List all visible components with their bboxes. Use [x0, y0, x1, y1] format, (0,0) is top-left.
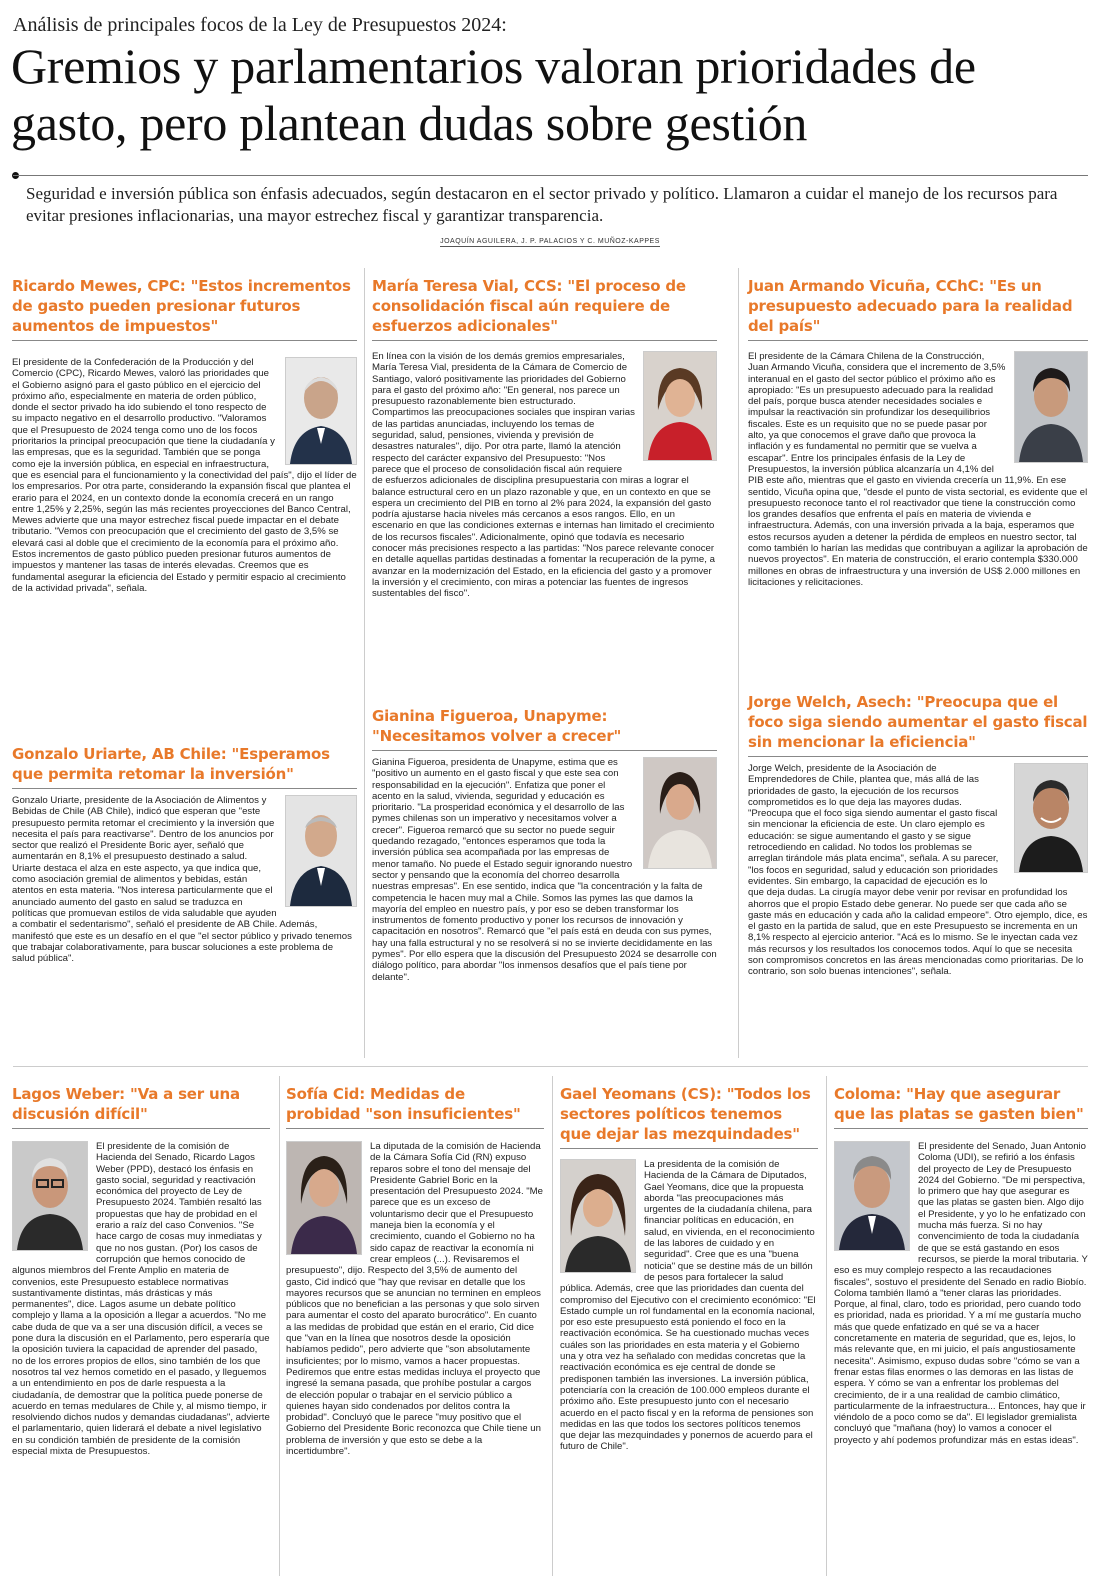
article-figueroa	[372, 706, 717, 983]
portrait-photo	[560, 1159, 636, 1273]
article-text: El presidente de la Confederación de la Producción y del Comercio (CPC), Ricardo Mewes, valoró las prioridades que el Gobierno asignó para el gasto público en el ejercicio del próximo año, especialmente en materia de orden público, donde el sector privado ha ido subiendo el tono respecto de su impacto negativo en el desarrollo productivo. "Valoramos que el Presupuesto de 2024 tenga como uno de los focos prioritarios la principal preocupación que tiene la ciudadanía y las empresas, que es la seguridad. También que se ponga como eje la inversión pública, en especial en infraestructura, que es esencial para el funcionamiento y la conectividad del país", dijo el líder de los empresarios. Por otra parte, considerando la expansión fiscal que plantea el erario para el 2024, en un contexto donde la economía crecerá en un rango entre 1,25% y 2,25%, según las más recientes proyecciones del Banco Central, Mewes advierte que una mayor estrechez fiscal puede impactar en el debate tributario. "Vemos con preocupación que el crecimiento del gasto de 3,5% se elevará casi al doble que el crecimiento de la economía para el próximo año. Estos incrementos de gasto público pueden presionar futuros aumentos de impuestos y mantener las tasas de interés elevadas. Creemos que es fundamental asegurar la eficiencia del Estado y permitir espacio al crecimiento de la actividad privada", señala.	[12, 357, 357, 594]
portrait-photo	[285, 795, 357, 907]
portrait-photo	[834, 1141, 910, 1251]
article-heading: Gonzalo Uriarte, AB Chile: "Esperamos que permita retomar la inversión"	[12, 745, 330, 783]
article-heading: Gianina Figueroa, Unapyme: "Necesitamos volver a crecer"	[372, 707, 622, 745]
portrait-photo	[12, 1141, 88, 1251]
article-text: El presidente de la Cámara Chilena de la Construcción, Juan Armando Vicuña, considera que el incremento de 3,5% interanual en el gasto del sector público el próximo año es apropiado: "Es un presupuesto adecuado para la realidad del país, porque busca atender necesidades sociales e impulsar la reactivación sin profundizar los desequilibrios fiscales. Este es un requisito que no se puede pasar por alto, ya que conocemos el grave daño que provoca la inflación y es fundamental no permitir que se vuelva a escapar". Entre los principales énfasis de la Ley de Presupuestos, la inversión pública alcanzaría un 4,1% del PIB este año, mientras que el gasto en vivienda crecería un 11,9%. En ese sentido, Vicuña opina que, "desde el punto de vista sectorial, es evidente que el presupuesto reconoce tanto el rol reactivador que tiene la construcción como los grandes desafíos que enfrenta el país en materia de vivienda e infraestructura. Además, con una inversión privada a la baja, esperamos que estos recursos ayuden a detener la pérdida de empleos en nuestro sector, tal como también lo harían las medidas que contribuyan a agilizar la aprobación de nuevos proyectos". En materia de construcción, el erario contempla $330.000 millones en obras de infraestructura y una inversión de US$ 2.000 millones en licitaciones y relicitaciones.	[748, 351, 1088, 588]
article-rule	[12, 1128, 270, 1129]
article-body	[12, 357, 357, 594]
column-divider	[552, 1076, 553, 1576]
article-yeomans	[560, 1084, 818, 1453]
article-body	[560, 1159, 818, 1453]
article-rule	[748, 756, 1088, 757]
headline: Gremios y parlamentarios valoran prioridades de gasto, pero plantean dudas sobre gestión	[11, 38, 976, 151]
article-rule	[372, 750, 717, 751]
article-rule	[12, 788, 357, 789]
article-lagos	[12, 1084, 270, 1457]
kicker: Análisis de principales focos de la Ley de Presupuestos 2024:	[13, 14, 507, 36]
headline-rule	[13, 175, 1088, 176]
portrait-photo	[643, 757, 717, 869]
article-welch	[748, 692, 1088, 978]
article-heading: Jorge Welch, Asech: "Preocupa que el foco siga siendo aumentar el gasto fiscal sin mencionar la eficiencia"	[748, 693, 1088, 751]
article-body	[748, 763, 1088, 978]
article-body	[372, 351, 717, 600]
article-rule	[286, 1128, 544, 1129]
article-rule	[372, 340, 717, 341]
article-coloma	[834, 1084, 1088, 1446]
article-body	[286, 1141, 544, 1457]
article-text: En línea con la visión de los demás gremios empresariales, María Teresa Vial, presidenta de la Cámara de Comercio de Santiago, valoró positivamente las prioridades del Gobierno para el gasto del próximo año: "En general, nos parece un presupuesto razonablemente bien estructurado. Compartimos las preocupaciones sociales que inspiran varias de las partidas anunciadas, incluyendo los temas de seguridad, salud, pensiones, vivienda y previsión de desastres naturales", dijo. Por otra parte, llamó la atención respecto del carácter expansivo del Presupuesto: "Nos parece que el proceso de consolidación fiscal aún requiere de esfuerzos adicionales de disciplina presupuestaria con miras a lograr el balance estructural cero en un plazo razonable y que, en un contexto en que se espera un crecimiento del PIB en torno al 2% para 2024, la expansión del gasto podría ajustarse hacia niveles más cercanos a esos rangos. Ello, en un escenario en que las condiciones externas e internas han limitado el crecimiento de los recursos fiscales". Adicionalmente, opinó que todavía es necesario conocer más precisiones respecto a las partidas: "Nos parece relevante conocer en detalle aquellas partidas destinadas a fomentar la recuperación de la pyme, a avanzar en la modernización del Estado, en la eficiencia del gasto y a promover la inversión y el crecimiento, con miras a potenciar las fuentes de ingresos sustentables del fisco".	[372, 351, 715, 600]
article-rule	[834, 1128, 1088, 1129]
article-heading: María Teresa Vial, CCS: "El proceso de consolidación fiscal aún requiere de esfuerzos adicionales"	[372, 277, 686, 335]
portrait-photo	[1014, 351, 1088, 463]
article-heading: Gael Yeomans (CS): "Todos los sectores políticos tenemos que dejar las mezquindades"	[560, 1085, 811, 1143]
article-vicuna	[748, 276, 1088, 588]
article-heading: Ricardo Mewes, CPC: "Estos incrementos de gasto pueden presionar futuros aumentos de impuestos"	[12, 277, 351, 335]
article-text: La diputada de la comisión de Hacienda de la Cámara Sofía Cid (RN) expuso reparos sobre el tono del mensaje del Presidente Gabriel Boric en la presentación del Presupuesto 2024. "Me parece que es un exceso de voluntarismo decir que el Presupuesto maneja bien la economía y el crecimiento, cuando el Gobierno no ha sido capaz de reactivar la economía ni crear empleos (...). Revisaremos el presupuesto", dijo. Respecto del 3,5% de aumento del gasto, Cid indicó que "hay que revisar en detalle que los mayores recursos que se anuncian no terminen en empleos públicos que no benefician a las personas y que solo sirven para aumentar el costo del aparato burocrático". En cuanto a las medidas de probidad que están en el erario, Cid dice que "van en la línea que nosotros desde la oposición habíamos pedido", pero advierte que "son absolutamente insuficientes; por lo mismo, vamos a hacer propuestas. Pediremos que entre estas medidas incluya el proyecto que ingresé la semana pasada, que prohíbe postular a cargos de elección popular o trabajar en el servicio público a quienes hayan sido condenados por delitos contra la probidad". Concluyó que le parece "muy positivo que el Gobierno del Presidente Boric reconozca que Chile tiene un problema de inversión y que esto se debe a la incertidumbre".	[286, 1141, 544, 1458]
column-divider	[738, 268, 739, 1058]
byline-text: JOAQUÍN AGUILERA, J. P. PALACIOS Y C. MUÑOZ-KAPPES	[440, 238, 660, 245]
article-mewes	[12, 276, 357, 594]
article-body	[12, 1141, 270, 1457]
column-divider	[364, 268, 365, 1058]
article-rule	[748, 340, 1088, 341]
article-cid	[286, 1084, 544, 1457]
article-text: Gianina Figueroa, presidenta de Unapyme, estima que es "positivo un aumento en el gasto fiscal y que este sea con responsabilidad en la ejecución". Enfatiza que poner el acento en la salud, vivienda, seguridad y educación es prioritario. "La prosperidad económica y el desarrollo de las pymes chilenas son un imperativo y necesitamos volver a crecer". Figueroa remarcó que su sector no puede seguir quedando rezagado, "entonces esperamos que toda la inversión pública sea acompañada por las empresas de menor tamaño. No puede el Estado seguir ignorando nuestro sector y pensando que la economía del chorreo desarrolla nuestras empresas". En ese sentido, indica que "la concentración y la falta de competencia le hacen muy mal a Chile. Somos las pymes las que damos la mayoría del empleo en nuestro país, y por eso se deben transformar los instrumentos de fomento productivo y poner los recursos de innovación y capacitación en nosotros". Remarcó que "el país está en deuda con sus pymes, hay una falla estructural y no se resolverá si no se invierte decididamente en las pymes". Por ello espera que la discusión del Presupuesto 2024 se desarrolle con diálogo político, para abordar "los inmensos desafíos que el país tiene por delante".	[372, 757, 717, 983]
article-heading: Lagos Weber: "Va a ser una discusión difícil"	[12, 1085, 240, 1123]
article-rule	[560, 1148, 818, 1149]
article-body	[834, 1141, 1088, 1446]
article-body	[748, 351, 1088, 588]
lede: Seguridad e inversión pública son énfasis adecuados, según destacaron en el sector privado y político. Llamaron a cuidar el manejo de los recursos para evitar presiones inflacionarias, una mayor estrechez fiscal y garantizar transparencia.	[26, 184, 1058, 225]
section-divider	[13, 1066, 1088, 1067]
article-heading: Juan Armando Vicuña, CChC: "Es un presupuesto adecuado para la realidad del país"	[748, 277, 1073, 335]
article-uriarte	[12, 744, 357, 964]
column-divider	[279, 1076, 280, 1576]
portrait-photo	[1014, 763, 1088, 873]
article-text: El presidente de la comisión de Hacienda del Senado, Ricardo Lagos Weber (PPD), destacó los énfasis en gasto social, seguridad y reactivación económica del proyecto de Ley de Presupuesto 2024. También resaltó las propuestas que hay de probidad en el erario a raíz del caso Convenios. "Se hace cargo de cosas muy inmediatas y que no nos gustan. (Por) los casos de corrupción que hemos conocido de algunos miembros del Frente Amplio en materia de convenios, este Presupuesto establece normativas sustantivamente distintas, más drásticas y más permanentes", dice. Lagos asume un debate político complejo y llama a la oposición a llegar a acuerdos. "No me cabe duda de que va a ser una discusión difícil, a veces se pone dura la discusión en el Parlamento, pero esperaría que la oposición tuviera la capacidad de aprender del pasado, no de los errores propios de ellos, sino también de los que nosotros tal vez hemos cometido en el pasado, y lleguemos a un entendimiento en pos de darle respuesta a la ciudadanía, de demostrar que la política puede ponerse de acuerdo en temas medulares de Chile y, al mismo tiempo, ir resolviendo dichos nudos y demandas ciudadanas", advierte el parlamentario, quien liderará el debate a nivel legislativo en su condición también de presidente de la comisión especial mixta de Presupuestos.	[12, 1141, 270, 1458]
portrait-photo	[643, 351, 717, 461]
article-text: El presidente del Senado, Juan Antonio Coloma (UDI), se refirió a los énfasis del proyecto de Ley de Presupuesto 2024 del Gobierno. "De mi perspectiva, lo primero que hay que asegurar es que las platas se gasten bien. Algo dijo el Presidente, y yo lo he enfatizado con mucha más fuerza. Si no hay convencimiento de toda la ciudadanía de que se está gastando en esos recursos, se pierde la moral tributaria. Y eso es muy complejo respecto a las recaudaciones fiscales", sostuvo el presidente del Senado en radio Biobío. Coloma también llamó a "tener claras las prioridades. Porque, al final, claro, todo es prioridad, pero cuando todo es prioridad, nada es prioridad. Y a mí me gustaría mucho más que quede enfatizado en qué se va a hacer concretamente en materia de seguridad, que es, lejos, lo más relevante que, en mi juicio, el país angustiosamente necesita". Asimismo, expuso dudas sobre "cómo se van a frenar estas filas enormes o las demoras en las listas de espera. Y cómo se van a enfrentar los problemas del crecimiento, de ir a una realidad de cambio climático, particularmente de la infraestructura... Entonces, hay que ir viéndolo de a poco como se da". El legislador gremialista concluyó que "mañana (hoy) lo vamos a conocer el proyecto y ahí podemos profundizar más en estas ideas".	[834, 1141, 1088, 1446]
article-text: La presidenta de la comisión de Hacienda de la Cámara de Diputados, Gael Yeomans, dice que la propuesta aborda "las preocupaciones más urgentes de la ciudadanía chilena, para financiar políticas en educación, en salud, en vivienda, en el reconocimiento de las labores de cuidado y en seguridad". Cree que es una "buena noticia" que se destine más de un billón de pesos para fortalecer la salud pública. Además, cree que las prioridades dan cuenta del compromiso del Ejecutivo con el crecimiento económico: "El Estado cumple un rol fundamental en la economía nacional, por eso este presupuesto está poniendo el foco en la reactivación económica. Se ha cuestionado muchas veces cuáles son las prioridades en esta materia y el Gobierno una y otra vez ha señalado con medidas concretas que la reactivación económica es eje central de donde se predisponen también las inversiones. La inversión pública, potenciaría con la creación de 100.000 empleos durante el próximo año. Este presupuesto junto con el necesario acuerdo en el pacto fiscal y en la reforma de pensiones son medidas en las que todos los sectores políticos tenemos que dejar las mezquindades y ponernos de acuerdo para el futuro de Chile".	[560, 1159, 816, 1453]
article-body	[372, 757, 717, 983]
portrait-photo	[286, 1141, 362, 1255]
column-divider	[826, 1076, 827, 1576]
article-vial	[372, 276, 717, 600]
byline	[0, 238, 1100, 245]
article-text: Gonzalo Uriarte, presidente de la Asociación de Alimentos y Bebidas de Chile (AB Chile), indicó que esperan que "este presupuesto permita retomar el crecimiento y la inversión que necesita el país para reactivarse". Dentro de los anuncios por sector que realizó el Presidente Boric ayer, señaló que aumentarán en 8,1% el presupuesto destinado a salud. Uriarte destaca el alza en este aspecto, ya que indica que, como asociación gremial de alimentos y bebidas, están atentos en esta materia. "Nos interesa particularmente que el anunciado aumento del gasto en salud se traduzca en políticas que promuevan estilos de vida saludable que ayuden a combatir el sedentarismo", señaló el presidente de AB Chile. Además, manifestó que este es un desafío en el que "el sector público y privado tenemos que trabajar colaborativamente, para buscar soluciones a este problema de salud pública".	[12, 795, 352, 965]
article-rule	[12, 340, 357, 341]
portrait-photo	[285, 357, 357, 465]
article-body	[12, 795, 357, 964]
article-heading: Coloma: "Hay que asegurar que las platas se gasten bien"	[834, 1085, 1084, 1123]
article-text: Jorge Welch, presidente de la Asociación de Emprendedores de Chile, plantea que, más allá de las prioridades de gasto, la ejecución de los recursos comprometidos es lo que deja las mayores dudas. "Preocupa que el foco siga siendo aumentar el gasto fiscal sin mencionar la eficiencia de este. Un claro ejemplo es educación: se sigue aumentando el gasto y se sigue retrocediendo en calidad. No todos los problemas se arreglan tirándole más plata encima", señala. A su parecer, "los focos en seguridad, salud y educación son prioridades evidentes. Sin embargo, la capacidad de ejecución es lo que deja dudas. La cirugía mayor debe venir por revisar en profundidad los ahorros que el propio Estado debe generar. No puede ser que cada año se gaste más en educación y cada año la calidad empeore". Otro ejemplo, dice, es el gasto en la partida de salud, que en este Presupuesto se incrementa en un 8,1% respecto al ejercicio anterior. "Acá es lo mismo. Se le inyectan cada vez más recursos y los resultados los conocemos todos. Aquí lo que se necesita son compromisos concretos en las áreas mencionadas como prioritarias. De lo contrario, son solo buenas intenciones", señala.	[748, 763, 1088, 978]
article-heading: Sofía Cid: Medidas de probidad "son insuficientes"	[286, 1085, 521, 1123]
